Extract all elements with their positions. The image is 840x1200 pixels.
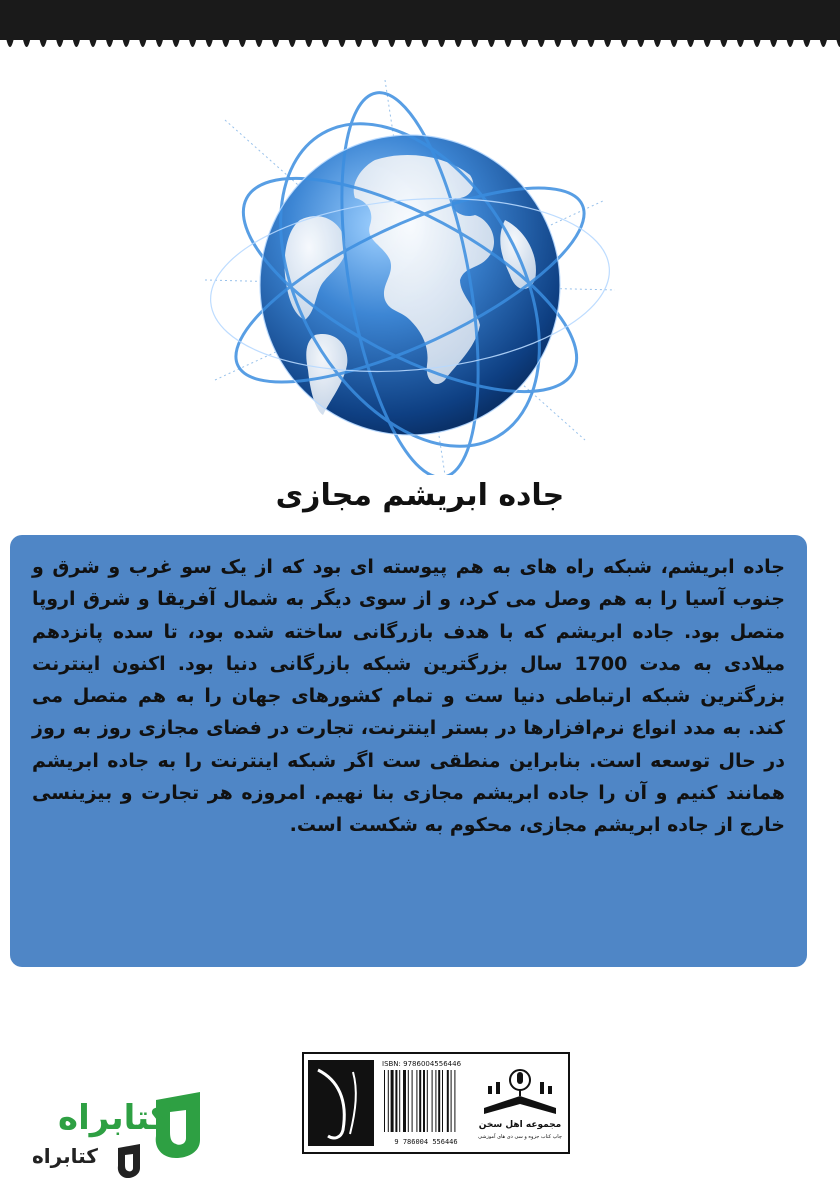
description-text: جاده ابریشم، شبکه راه های به هم پیوسته ای بود که از یک سو غرب و شرق و جنوب آسیا را به هم وصل می کرد، و از سوی دیگر به شمال آفریقا و شرق اروپا متصل بود. جاده ابریشم که با هدف بازرگانی ساخته شده بود، تا سده پانزدهم میلادی به مدت 1700 سال بزرگترین شبکه بازرگانی دنیا بود. اکنون اینترنت بزرگترین شبکه ارتباطی دنیا ست و تمام کشورهای جهان را به هم متصل می کند. به مدد انواع نرم‌افزارها در بستر اینترنت، تجارت در فضای مجازی روز به روز در حال توسعه است. بنابراین منطقی ست اگر شبکه اینترنت را به جاده ابریشم همانند کنیم و آن را جاده ابریشم مجازی بنا نهیم. امروزه هر تجارت و بیزینسی خارج از جاده ابریشم مجازی، محکوم به شکست است. [32, 556, 785, 837]
barcode-digits: 9 786004 556446 [394, 1138, 458, 1146]
border-tooth [355, 38, 363, 47]
border-tooth [604, 38, 612, 47]
barcode-bars [382, 1070, 470, 1136]
barcode-bar [447, 1070, 449, 1132]
barcode-bar [435, 1070, 436, 1132]
border-tooth [388, 38, 396, 47]
publisher-logo-ahl-sokhan [474, 1058, 566, 1150]
border-tooth [736, 38, 744, 47]
border-tooth [122, 38, 130, 47]
publisher-name: مجموعه اهل سخن [478, 1120, 562, 1130]
border-tooth [670, 38, 678, 47]
barcode-bar [395, 1070, 397, 1132]
border-tooth [172, 38, 180, 47]
border-tooth [404, 38, 412, 47]
border-tooth [23, 38, 31, 47]
barcode-bar [419, 1070, 421, 1132]
ketabrah-watermark [18, 1090, 208, 1185]
barcode-bar [408, 1070, 409, 1132]
border-tooth [836, 38, 840, 47]
barcode-bar [391, 1070, 394, 1132]
border-tooth [803, 38, 811, 47]
border-tooth [471, 38, 479, 47]
globe-illustration [205, 80, 615, 475]
border-tooth [222, 38, 230, 47]
border-tooth [438, 38, 446, 47]
border-tooth [189, 38, 197, 47]
isbn-barcode [382, 1060, 470, 1148]
barcode-bar [432, 1070, 433, 1132]
border-tooth [720, 38, 728, 47]
top-decorative-border [0, 0, 840, 60]
barcode-bar [384, 1070, 385, 1132]
border-tooth [6, 38, 14, 47]
barcode-bar [416, 1070, 417, 1132]
border-tooth [487, 38, 495, 47]
border-tooth [620, 38, 628, 47]
border-tooth [39, 38, 47, 47]
border-tooth [205, 38, 213, 47]
barcode-bar [403, 1070, 406, 1132]
border-tooth [454, 38, 462, 47]
description-box [10, 535, 807, 967]
border-tooth [72, 38, 80, 47]
border-tooth [255, 38, 263, 47]
border-tooth [288, 38, 296, 47]
barcode-bar [427, 1070, 428, 1132]
border-tooth [238, 38, 246, 47]
border-tooth [819, 38, 827, 47]
border-tooth [570, 38, 578, 47]
isbn-label: ISBN: 9786004556446 [382, 1060, 462, 1068]
barcode-bar [423, 1070, 425, 1132]
border-tooth [537, 38, 545, 47]
watermark-text-large: کتابراه [58, 1098, 171, 1138]
border-tooth [653, 38, 661, 47]
publisher-subtitle: چاپ کتاب جزوه و سی دی های آموزشی [478, 1134, 562, 1140]
border-tooth [421, 38, 429, 47]
border-tooth [305, 38, 313, 47]
border-tooth [554, 38, 562, 47]
border-tooth [770, 38, 778, 47]
border-tooth [56, 38, 64, 47]
barcode-bar [442, 1070, 443, 1132]
border-tooth [106, 38, 114, 47]
border-tooth [753, 38, 761, 47]
border-tooth [139, 38, 147, 47]
border-tooth [703, 38, 711, 47]
barcode-bar [388, 1070, 389, 1132]
border-tooth [338, 38, 346, 47]
border-tooth [786, 38, 794, 47]
barcode-bar [454, 1070, 455, 1132]
border-tooth [272, 38, 280, 47]
border-tooth [521, 38, 529, 47]
ketabrah-small-icon [114, 1144, 144, 1178]
border-tooth [637, 38, 645, 47]
border-tooth [687, 38, 695, 47]
border-tooth [321, 38, 329, 47]
book-title: جاده ابریشم مجازی [275, 478, 565, 513]
barcode-bar [412, 1070, 413, 1132]
border-tooth [155, 38, 163, 47]
barcode-bar [438, 1070, 440, 1132]
border-tooth [89, 38, 97, 47]
border-tooth [504, 38, 512, 47]
border-tooth [371, 38, 379, 47]
watermark-text-small: کتابراه [32, 1144, 98, 1168]
barcode-bar [451, 1070, 452, 1132]
barcode-panel [302, 1052, 570, 1154]
border-tooth [587, 38, 595, 47]
publisher-logo-sokhanvaran [308, 1060, 374, 1146]
barcode-bar [399, 1070, 400, 1132]
